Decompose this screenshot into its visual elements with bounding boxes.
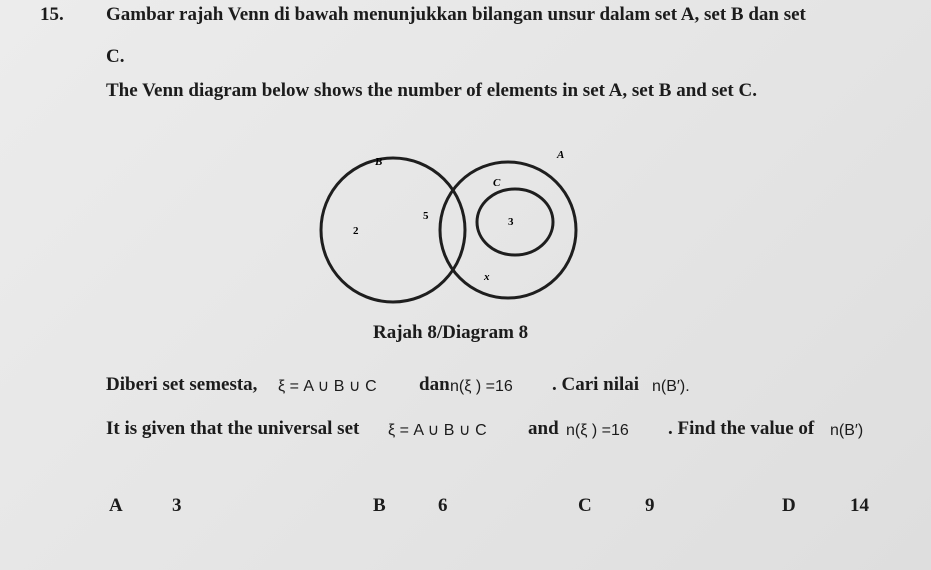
option-value: 14 [850,495,869,516]
label-set-b: B [375,156,383,168]
set-c-circle [477,189,553,255]
diagram-caption: Rajah 8/Diagram 8 [373,322,529,343]
given-malay-count: n(ξ ) =16 [450,378,513,395]
question-text-malay-continued: C. [106,46,125,67]
given-english-suffix: . Find the value of [668,418,815,439]
given-english-prefix: It is given that the universal set [106,418,360,439]
option-value: 9 [645,495,655,516]
option-letter: A [109,495,123,516]
set-a-circle [440,162,576,298]
option-value: 6 [438,495,448,516]
label-set-a: A [557,149,565,161]
option-letter: C [578,495,592,516]
given-english-and: and [528,418,559,439]
value-b-only: 2 [353,225,359,237]
value-a-and-b: 5 [423,210,429,222]
option-letter: B [373,495,386,516]
venn-diagram [318,140,588,320]
question-text-english: The Venn diagram below shows the number of elements in set A, set B and set C. [106,80,757,101]
value-a-only: x [484,271,490,283]
given-malay-suffix: . Cari nilai [552,374,640,395]
given-english-count: n(ξ ) =16 [566,422,629,439]
option-value: 3 [172,495,182,516]
question-number: 15. [40,4,64,25]
given-malay-dan: dan [419,374,450,395]
given-english-universal-set: ξ = A ∪ B ∪ C [388,422,487,439]
given-malay-prefix: Diberi set semesta, [106,374,258,395]
set-b-circle [321,158,465,302]
option-letter: D [782,495,796,516]
given-malay-target: n(B′). [652,378,690,395]
given-malay-universal-set: ξ = A ∪ B ∪ C [278,378,377,395]
question-text-malay: Gambar rajah Venn di bawah menunjukkan bilangan unsur dalam set A, set B dan set [106,4,806,25]
value-c: 3 [508,216,514,228]
label-set-c: C [493,177,501,189]
given-english-target: n(B′) [830,422,864,439]
